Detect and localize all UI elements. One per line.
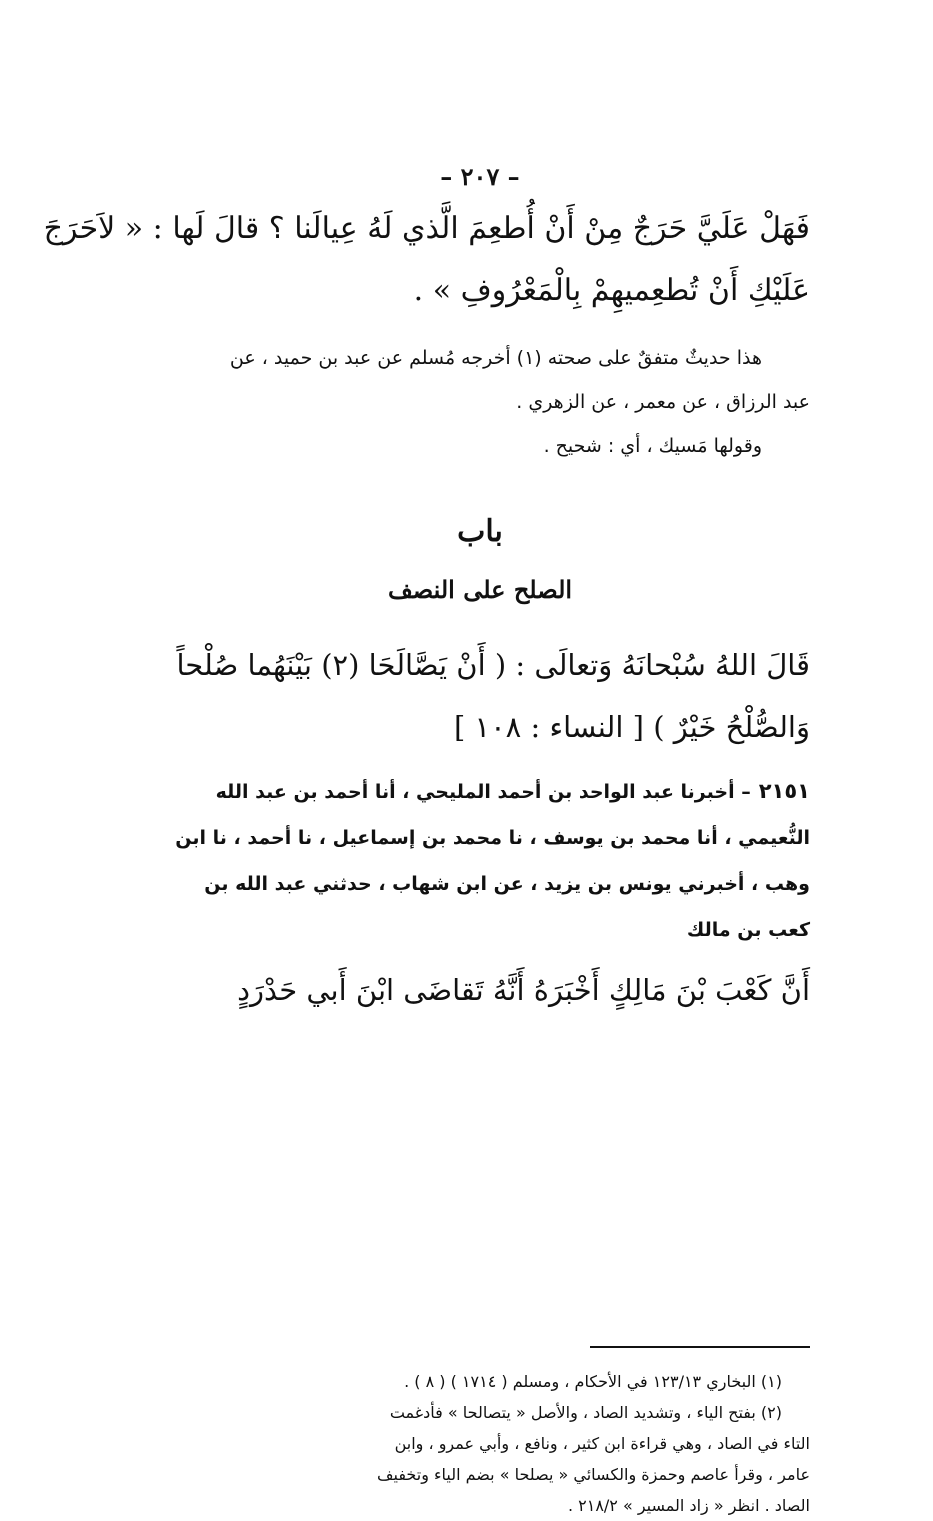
quote-line-1: فَهَلْ عَلَيَّ حَرَجٌ مِنْ أَنْ أُطعِمَ الَّذي لَهُ عِيالَنا ؟ قالَ لَها : « لاَحَرَجَ bbox=[43, 211, 810, 246]
isnad-line-3: وهب ، أخبرني يونس بن يزيد ، عن ابن شهاب ، حدثني عبد الله بن bbox=[204, 873, 810, 895]
quote-line-2: عَلَيْكِ أَنْ تُطعِميهِمْ بِالْمَعْرُوفِ » . bbox=[413, 273, 810, 308]
book-page bbox=[43, 160, 810, 1515]
verse-line-1: قَالَ اللهُ سُبْحانَهُ وَتعالَى : ( أَنْ يَصَّالَحَا (٢) بَيْنَهُما صُلْحاً bbox=[176, 648, 810, 682]
hadith-matn: أَنَّ كَعْبَ بْنَ مَالِكٍ أَخْبَرَهُ أَنَّهُ تَقاضَى ابْنَ أَبي حَدْرَدٍ bbox=[237, 973, 810, 1007]
footnote-line-5: الصاد . انظر « زاد المسير » ٢١٨/٢ . bbox=[567, 1496, 810, 1515]
hadith-isnad bbox=[150, 768, 810, 953]
commentary-line-3: وقولها مَسيك ، أي : شحيح . bbox=[543, 435, 762, 457]
isnad-line-4: كعب بن مالك bbox=[686, 919, 810, 941]
page-number: – ٢٠٧ – bbox=[440, 162, 520, 191]
verse-line-2: وَالصُّلْحُ خَيْرٌ ) [ النساء : ١٠٨ ] bbox=[453, 710, 810, 744]
hadith-text-continuation bbox=[43, 198, 810, 322]
chapter-heading: باب bbox=[457, 514, 503, 549]
commentary bbox=[150, 336, 810, 468]
footnote-line-4: عامر ، وقرأ عاصم وحمزة والكسائي « يصلحا » بضم الياء وتخفيف bbox=[376, 1465, 810, 1484]
isnad-line-2: النُّعيمي ، أنا محمد بن يوسف ، نا محمد بن إسماعيل ، نا أحمد ، نا ابن bbox=[175, 827, 810, 849]
footnotes bbox=[150, 1366, 810, 1521]
footnote-line-1: (١) البخاري ١٢٣/١٣ في الأحكام ، ومسلم ( ١٧١٤ ) ( ٨ ) . bbox=[404, 1372, 782, 1391]
hadith-number: ٢١٥١ bbox=[758, 779, 810, 803]
quran-verse bbox=[150, 634, 810, 758]
isnad-line-1 bbox=[150, 768, 810, 815]
isnad-line-1-text: – أخبرنا عبد الواحد بن أحمد المليحي ، أنا أحمد بن عبد الله bbox=[215, 781, 751, 803]
section-title: الصلح على النصف bbox=[387, 575, 573, 604]
commentary-line-1: هذا حديثٌ متفقٌ على صحته (١) أخرجه مُسلم عن عبد بن حميد ، عن bbox=[229, 347, 762, 369]
footnote-divider bbox=[590, 1346, 810, 1348]
commentary-line-2: عبد الرزاق ، عن معمر ، عن الزهري . bbox=[516, 391, 810, 413]
footnote-line-2: (٢) بفتح الياء ، وتشديد الصاد ، والأصل « يتصالحا » فأدغمت bbox=[389, 1403, 782, 1422]
footnote-line-3: التاء في الصاد ، وهي قراءة ابن كثير ، ونافع ، وأبي عمرو ، وابن bbox=[394, 1434, 810, 1453]
